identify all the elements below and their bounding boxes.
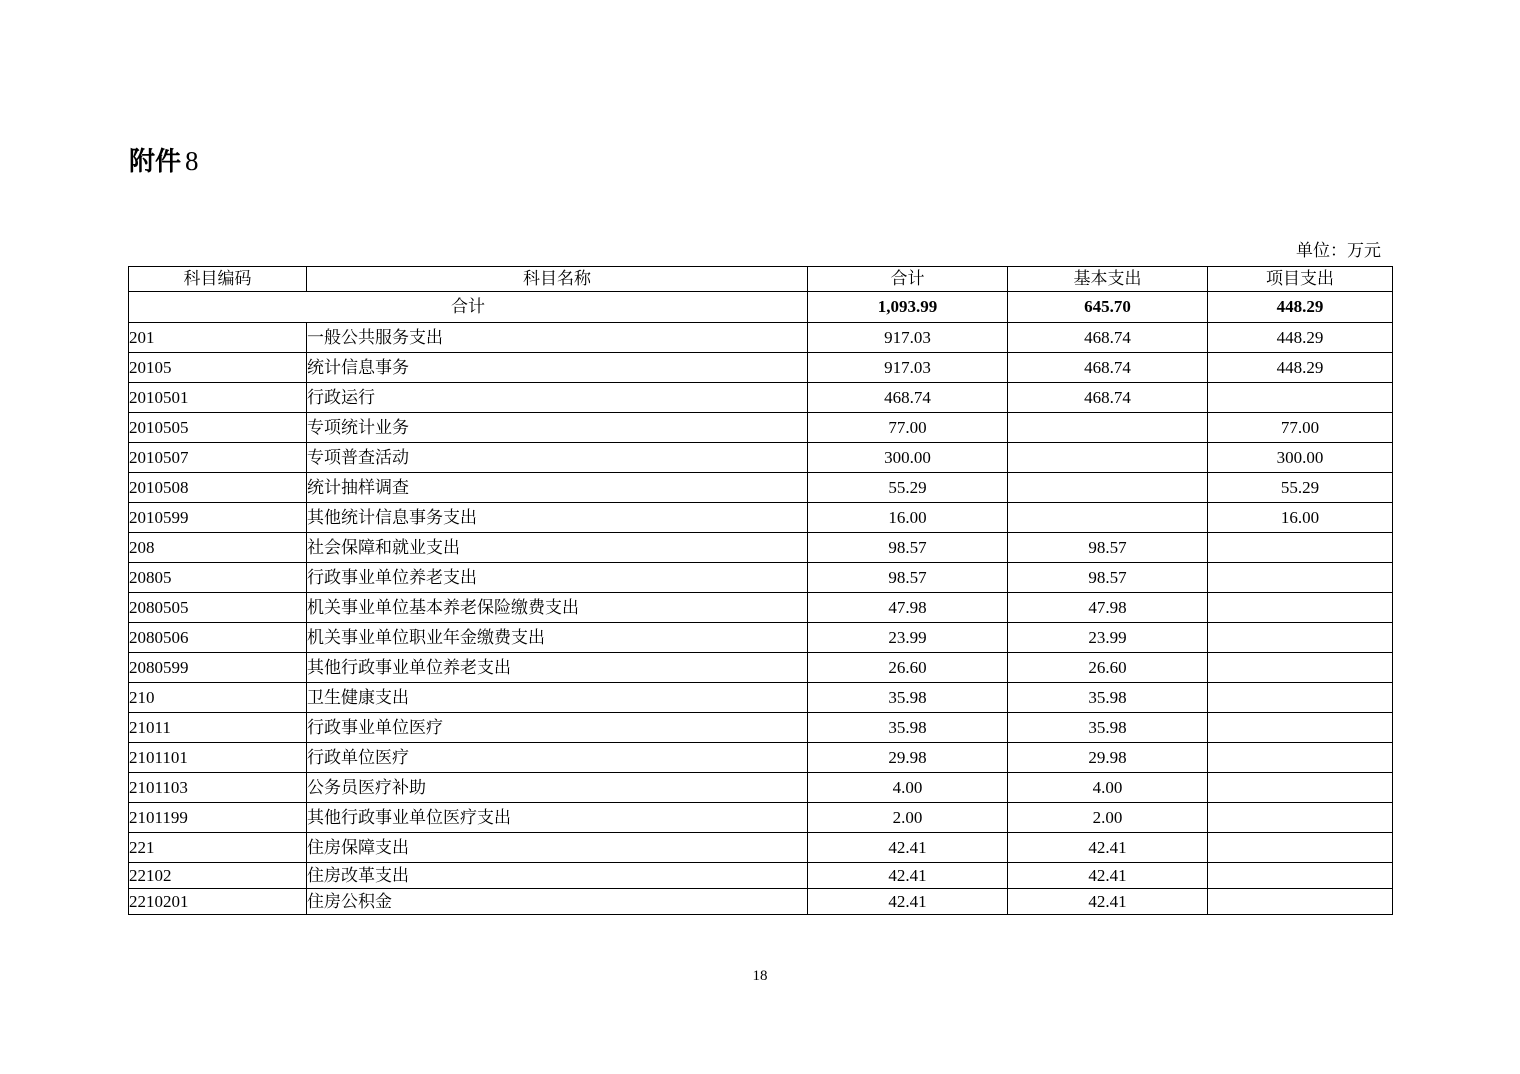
row-project [1208,563,1393,593]
row-project: 448.29 [1208,353,1393,383]
row-total: 42.41 [808,833,1008,863]
table-row [129,653,1393,683]
row-basic: 2.00 [1008,803,1208,833]
row-project [1208,863,1393,889]
table-row [129,473,1393,503]
row-total: 42.41 [808,889,1008,915]
total-row [129,292,1393,323]
row-basic: 468.74 [1008,383,1208,413]
table-row [129,623,1393,653]
row-code: 2101101 [129,743,307,773]
row-total: 2.00 [808,803,1008,833]
table-row [129,713,1393,743]
row-project: 77.00 [1208,413,1393,443]
row-project: 55.29 [1208,473,1393,503]
row-total: 47.98 [808,593,1008,623]
row-basic: 35.98 [1008,683,1208,713]
row-name: 其他行政事业单位养老支出 [307,653,808,683]
row-code: 208 [129,533,307,563]
row-project [1208,713,1393,743]
table-row [129,773,1393,803]
row-name: 住房公积金 [307,889,808,915]
row-basic: 35.98 [1008,713,1208,743]
row-total: 35.98 [808,683,1008,713]
row-name: 卫生健康支出 [307,683,808,713]
row-project [1208,743,1393,773]
budget-table [128,266,1393,915]
row-code: 2080599 [129,653,307,683]
row-total: 98.57 [808,563,1008,593]
row-name: 其他统计信息事务支出 [307,503,808,533]
row-project [1208,773,1393,803]
row-project [1208,653,1393,683]
page-number: 18 [752,968,768,984]
table-row [129,683,1393,713]
table-row [129,533,1393,563]
table-row [129,803,1393,833]
row-basic: 29.98 [1008,743,1208,773]
row-basic: 23.99 [1008,623,1208,653]
row-code: 2010599 [129,503,307,533]
table-row [129,743,1393,773]
table-row [129,413,1393,443]
total-project: 448.29 [1208,292,1393,323]
row-total: 29.98 [808,743,1008,773]
row-basic: 42.41 [1008,863,1208,889]
row-code: 2101103 [129,773,307,803]
row-basic [1008,443,1208,473]
row-total: 917.03 [808,323,1008,353]
row-name: 社会保障和就业支出 [307,533,808,563]
row-basic [1008,413,1208,443]
row-total: 26.60 [808,653,1008,683]
row-basic: 98.57 [1008,563,1208,593]
row-total: 917.03 [808,353,1008,383]
row-code: 2010508 [129,473,307,503]
row-project [1208,889,1393,915]
row-basic [1008,503,1208,533]
row-code: 2210201 [129,889,307,915]
row-total: 98.57 [808,533,1008,563]
row-code: 221 [129,833,307,863]
row-project: 16.00 [1208,503,1393,533]
table-row [129,503,1393,533]
total-total: 1,093.99 [808,292,1008,323]
table-row [129,323,1393,353]
row-name: 行政单位医疗 [307,743,808,773]
row-total: 35.98 [808,713,1008,743]
header-total: 合计 [808,267,1008,292]
row-basic [1008,473,1208,503]
table-row [129,593,1393,623]
row-code: 2010505 [129,413,307,443]
row-code: 210 [129,683,307,713]
row-code: 2010501 [129,383,307,413]
table-row [129,443,1393,473]
row-name: 行政事业单位医疗 [307,713,808,743]
row-name: 专项普查活动 [307,443,808,473]
row-name: 住房改革支出 [307,863,808,889]
unit-note: 单位：万元 [1296,241,1381,260]
row-project: 300.00 [1208,443,1393,473]
row-project [1208,623,1393,653]
table-row [129,383,1393,413]
row-project [1208,533,1393,563]
row-name: 其他行政事业单位医疗支出 [307,803,808,833]
row-total: 42.41 [808,863,1008,889]
row-basic: 468.74 [1008,323,1208,353]
row-total: 4.00 [808,773,1008,803]
row-total: 55.29 [808,473,1008,503]
attachment-heading [129,143,199,180]
row-name: 一般公共服务支出 [307,323,808,353]
row-project: 448.29 [1208,323,1393,353]
row-name: 统计信息事务 [307,353,808,383]
table-row [129,563,1393,593]
row-total: 77.00 [808,413,1008,443]
total-basic: 645.70 [1008,292,1208,323]
row-basic: 42.41 [1008,889,1208,915]
row-project [1208,593,1393,623]
header-basic: 基本支出 [1008,267,1208,292]
attachment-number: 8 [185,146,199,176]
row-name: 行政事业单位养老支出 [307,563,808,593]
row-total: 23.99 [808,623,1008,653]
table-row [129,353,1393,383]
table-header-row [129,267,1393,292]
row-total: 16.00 [808,503,1008,533]
row-project [1208,683,1393,713]
row-project [1208,803,1393,833]
row-name: 专项统计业务 [307,413,808,443]
header-project: 项目支出 [1208,267,1393,292]
row-code: 21011 [129,713,307,743]
row-code: 20105 [129,353,307,383]
total-label: 合计 [129,292,808,323]
row-basic: 98.57 [1008,533,1208,563]
row-name: 统计抽样调查 [307,473,808,503]
row-name: 公务员医疗补助 [307,773,808,803]
header-name: 科目名称 [307,267,808,292]
row-code: 201 [129,323,307,353]
row-basic: 47.98 [1008,593,1208,623]
row-total: 468.74 [808,383,1008,413]
row-code: 2010507 [129,443,307,473]
row-basic: 4.00 [1008,773,1208,803]
table-body [129,292,1393,915]
row-code: 2101199 [129,803,307,833]
header-code: 科目编码 [129,267,307,292]
table-row [129,833,1393,863]
row-total: 300.00 [808,443,1008,473]
row-name: 机关事业单位基本养老保险缴费支出 [307,593,808,623]
table-row [129,889,1393,915]
attachment-label: 附件 [129,147,182,177]
row-basic: 26.60 [1008,653,1208,683]
row-code: 20805 [129,563,307,593]
row-basic: 468.74 [1008,353,1208,383]
table-row [129,863,1393,889]
row-name: 机关事业单位职业年金缴费支出 [307,623,808,653]
row-name: 住房保障支出 [307,833,808,863]
row-project [1208,383,1393,413]
row-code: 2080506 [129,623,307,653]
row-basic: 42.41 [1008,833,1208,863]
row-name: 行政运行 [307,383,808,413]
row-code: 2080505 [129,593,307,623]
row-project [1208,833,1393,863]
row-code: 22102 [129,863,307,889]
